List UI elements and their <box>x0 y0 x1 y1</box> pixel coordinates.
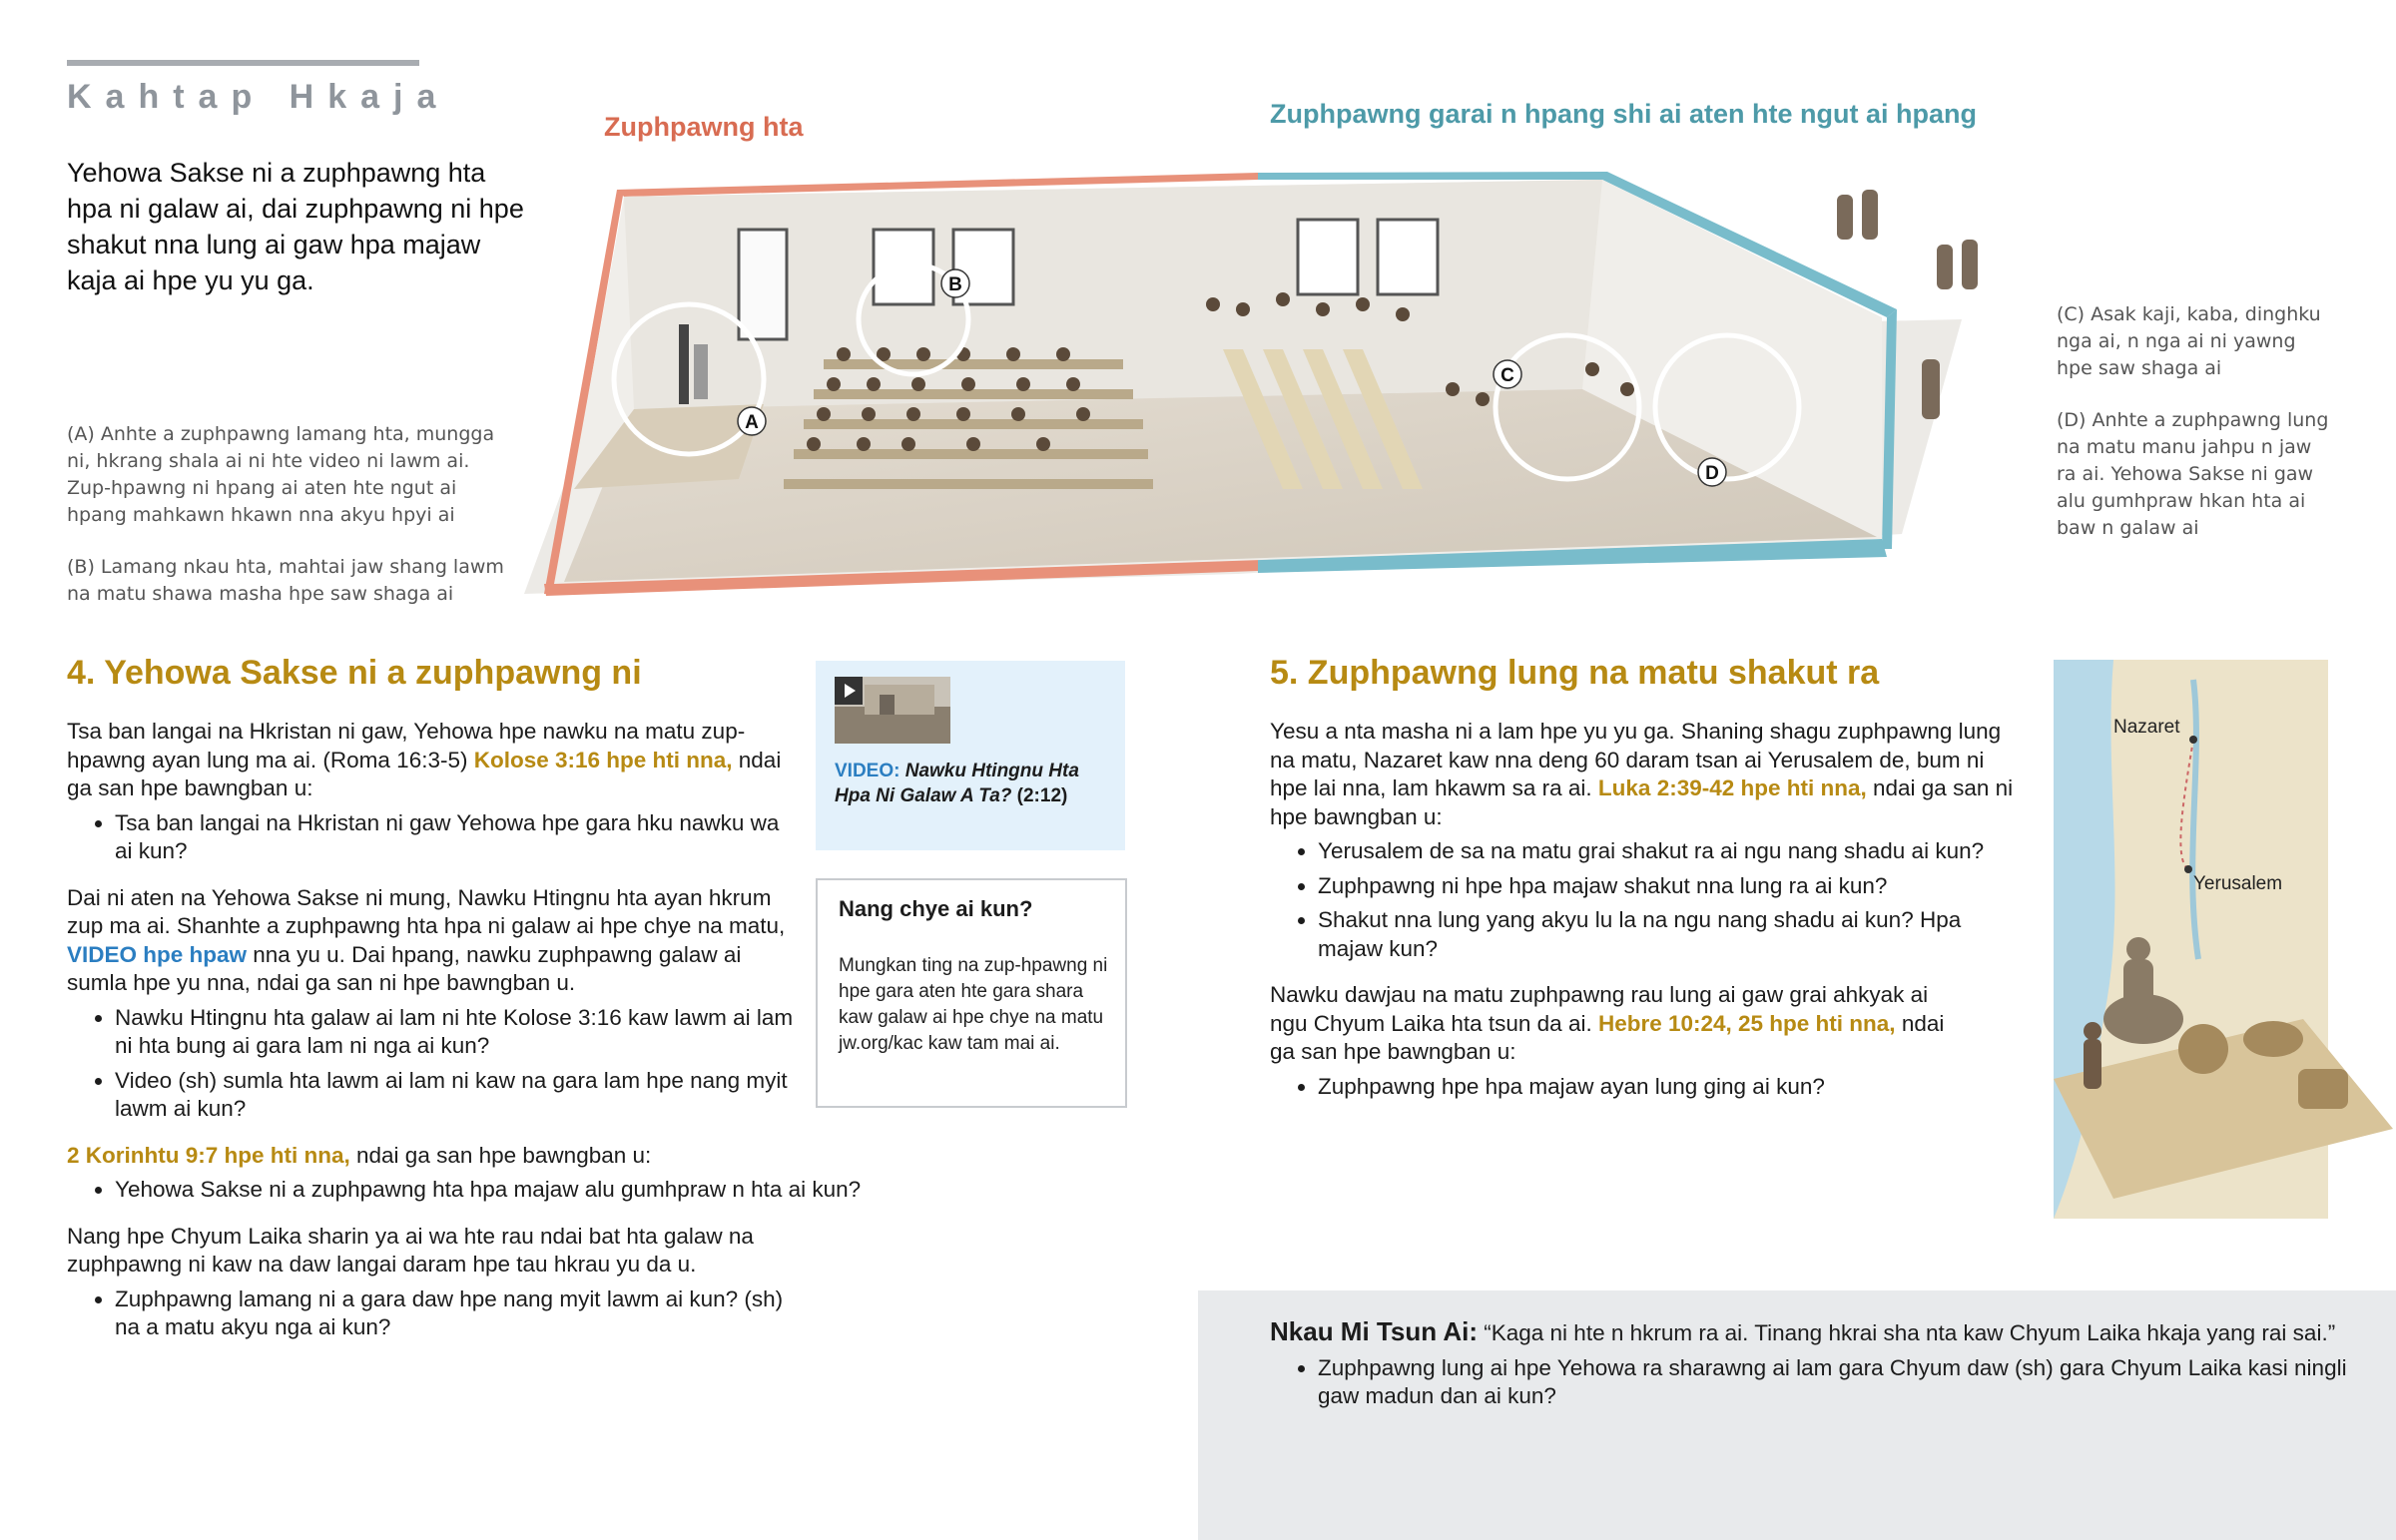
caption-b <box>67 554 516 608</box>
section-4-para-1 <box>67 718 796 803</box>
caption-b-letter: (B) <box>67 556 95 578</box>
objection-questions <box>1270 1354 2348 1411</box>
map-city-nazaret: Nazaret <box>2113 717 2180 738</box>
s5-p1-tail: ndai ga san ni hpe bawngban u: <box>1270 775 2014 829</box>
list-item: • Yehowa Sakse ni a zuphpawng hta hpa majaw alu gumhpraw n hta ai kun? <box>115 1176 1013 1205</box>
page-kicker: Kahtap Hkaja <box>67 78 450 116</box>
marker-d: D <box>1705 463 1719 484</box>
s5-p1-text: Yesu a nta masha ni a lam hpe yu yu ga. Shaning shagu zuphpawng lung na matu, Nazaret kaw nna deng 60 daram tsan ai Yerusalem de, bum ni hpe lai nna, lam hkawm sa ra ai. <box>1270 719 2002 800</box>
objection-quote <box>1270 1317 2348 1348</box>
caption-c-letter: (C) <box>2057 303 2086 325</box>
section-5-heading: 5. Zuphpawng lung na matu shakut ra <box>1270 654 1880 692</box>
section-4-body <box>67 718 862 1348</box>
kingdom-hall-illustration <box>524 160 1982 599</box>
section-5-questions-2 <box>1270 1073 2024 1102</box>
s4-p1-text: Tsa ban langai na Hkristan ni gaw, Yehowa hpe nawku na matu zup-hpawng ayan lung ma ai. (Roma 16:3-5) <box>67 719 746 772</box>
list-item: • Zuphpawng hpe hpa majaw ayan lung ging ai kun? <box>1318 1073 2024 1102</box>
scripture-link-hebre[interactable]: Hebre 10:24, 25 hpe hti nna, <box>1597 1010 1896 1036</box>
s4-p3-tail: ndai ga san hpe bawngban u: <box>349 1142 652 1168</box>
label-before-after-meeting: Zuphpawng garai n hpang shi ai aten hte ngut ai hpang <box>1270 99 1978 129</box>
caption-d <box>2057 407 2336 542</box>
list-item: • Video (sh) sumla hta lawm ai lam ni kaw na gara lam hpe nang myit lawm ai kun? <box>115 1067 796 1124</box>
journey-map-illustration <box>2054 660 2393 1259</box>
list-item: • Shakut nna lung yang akyu lu la na ngu nang shadu ai kun? Hpa majaw kun? <box>1318 906 2024 963</box>
video-thumbnail[interactable] <box>835 677 950 744</box>
s4-p1-tail: ndai ga san hpe bawngban u: <box>67 747 782 800</box>
caption-d-letter: (D) <box>2057 409 2087 431</box>
section-4-questions-2 <box>67 1004 796 1124</box>
video-caption[interactable] <box>835 759 1114 808</box>
marker-b: B <box>948 274 962 295</box>
section-4-questions-1 <box>67 809 796 866</box>
did-you-know-text: Mungkan ting na zup-hpawng ni hpe gara aten hte gara shara kaw galaw ai hpe chye na matu jw.org/kac kaw tam mai ai. <box>839 955 1108 1054</box>
video-link[interactable]: VIDEO hpe hpaw <box>67 941 248 967</box>
intro-text: Yehowa Sakse ni a zuphpawng hta hpa ni galaw ai, dai zuphpawng ni hpe shakut nna lung ai gaw hpa majaw kaja ai hpe yu yu ga. <box>67 158 524 295</box>
list-item: • Zuphpawng ni hpe hpa majaw shakut nna lung ra ai kun? <box>1318 872 2024 901</box>
list-item: • Zuphpawng lamang ni a gara daw hpe nang myit lawm ai kun? (sh) na a matu akyu nga ai kun? <box>115 1285 796 1342</box>
section-5-questions-1 <box>1270 837 2024 963</box>
caption-b-text: Lamang nkau hta, mahtai jaw shang lawm na matu shawa masha hpe saw shaga ai <box>67 556 504 605</box>
s4-p2-text: Dai ni aten na Yehowa Sakse ni mung, Nawku Htingnu hta ayan hkrum zup ma ai. Shanhte a zuphpawng hta hpa ni galaw ai hpe chye na matu, <box>67 884 786 938</box>
did-you-know-title: Nang chye ai kun? <box>839 896 1033 921</box>
video-label: VIDEO: <box>835 761 900 781</box>
caption-a-letter: (A) <box>67 423 95 445</box>
scripture-link-luka[interactable]: Luka 2:39-42 hpe hti nna, <box>1597 775 1867 800</box>
list-item: • Zuphpawng lung ai hpe Yehowa ra sharawng ai lam gara Chyum daw (sh) gara Chyum Laika kasi ningli gaw madun dan ai kun? <box>1318 1354 2348 1411</box>
section-5-para-2 <box>1270 981 1949 1067</box>
objection-content <box>1270 1317 2348 1417</box>
caption-a <box>67 421 506 529</box>
section-4-questions-3 <box>67 1176 1013 1205</box>
section-4-heading: 4. Yehowa Sakse ni a zuphpawng ni <box>67 654 642 692</box>
objection-label: Nkau Mi Tsun Ai: <box>1270 1316 1478 1346</box>
list-item: • Yerusalem de sa na matu grai shakut ra ai ngu nang shadu ai kun? <box>1318 837 2024 866</box>
caption-c <box>2057 301 2336 382</box>
s4-p2-tail: nna yu u. Dai hpang, nawku zuphpawng galaw ai sumla hpe yu nna, ndai ga san ni hpe bawngban u. <box>67 941 742 995</box>
s5-p2-text: Nawku dawjau na matu zuphpawng rau lung ai gaw grai ahkyak ai ngu Chyum Laika hta tsun da ai. <box>1270 982 1929 1036</box>
marker-c: C <box>1500 365 1514 386</box>
marker-a: A <box>745 412 759 433</box>
caption-a-text: Anhte a zuphpawng lamang hta, mungga ni, hkrang shala ai ni hte video ni lawm ai. Zup-hpawng ni hpang ai aten hte ngut ai hpang mahkawn hkawn nna akyu hpyi ai <box>67 423 495 526</box>
list-item: • Nawku Htingnu hta galaw ai lam ni hte Kolose 3:16 kaw lawm ai lam ni hta bung ai gara lam ni nga ai kun? <box>115 1004 796 1061</box>
label-during-meeting: Zuphpawng hta <box>604 112 804 142</box>
scripture-link-korinhtu[interactable]: 2 Korinhtu 9:7 hpe hti nna, <box>67 1142 350 1168</box>
header-rule <box>67 60 419 66</box>
section-4-para-2 <box>67 884 796 998</box>
section-5-body <box>1270 718 2024 1107</box>
video-duration: (2:12) <box>1016 785 1068 806</box>
scripture-link-kolose[interactable]: Kolose 3:16 hpe hti nna, <box>473 747 733 772</box>
list-item: • Tsa ban langai na Hkristan ni gaw Yehowa hpe gara hku nawku wa ai kun? <box>115 809 796 866</box>
section-4-para-3 <box>67 1142 796 1171</box>
video-title: Nawku Htingnu Hta Hpa Ni Galaw A Ta? <box>835 761 1079 806</box>
s5-p2-tail: ndai ga san hpe bawngban u: <box>1270 1010 1945 1064</box>
section-4-questions-4 <box>67 1285 796 1342</box>
caption-c-text: Asak kaji, kaba, dinghku nga ai, n nga ai ni yawng hpe saw shaga ai <box>2057 303 2321 379</box>
map-city-yerusalem: Yerusalem <box>2193 873 2283 894</box>
section-5-para-1 <box>1270 718 2024 831</box>
section-4-para-4: Nang hpe Chyum Laika sharin ya ai wa hte rau ndai bat hta galaw na zuphpawng ni kaw na daw langai daram hpe tau hkrau yu da u. <box>67 1223 754 1277</box>
objection-text: “Kaga ni hte n hkrum ra ai. Tinang hkrai sha nta kaw Chyum Laika hkaja yang rai sai.” <box>1478 1320 2336 1345</box>
caption-d-text: Anhte a zuphpawng lung na matu manu jahpu n jaw ra ai. Yehowa Sakse ni gaw alu gumhpraw hkan hta ai baw n galaw ai <box>2057 409 2329 539</box>
